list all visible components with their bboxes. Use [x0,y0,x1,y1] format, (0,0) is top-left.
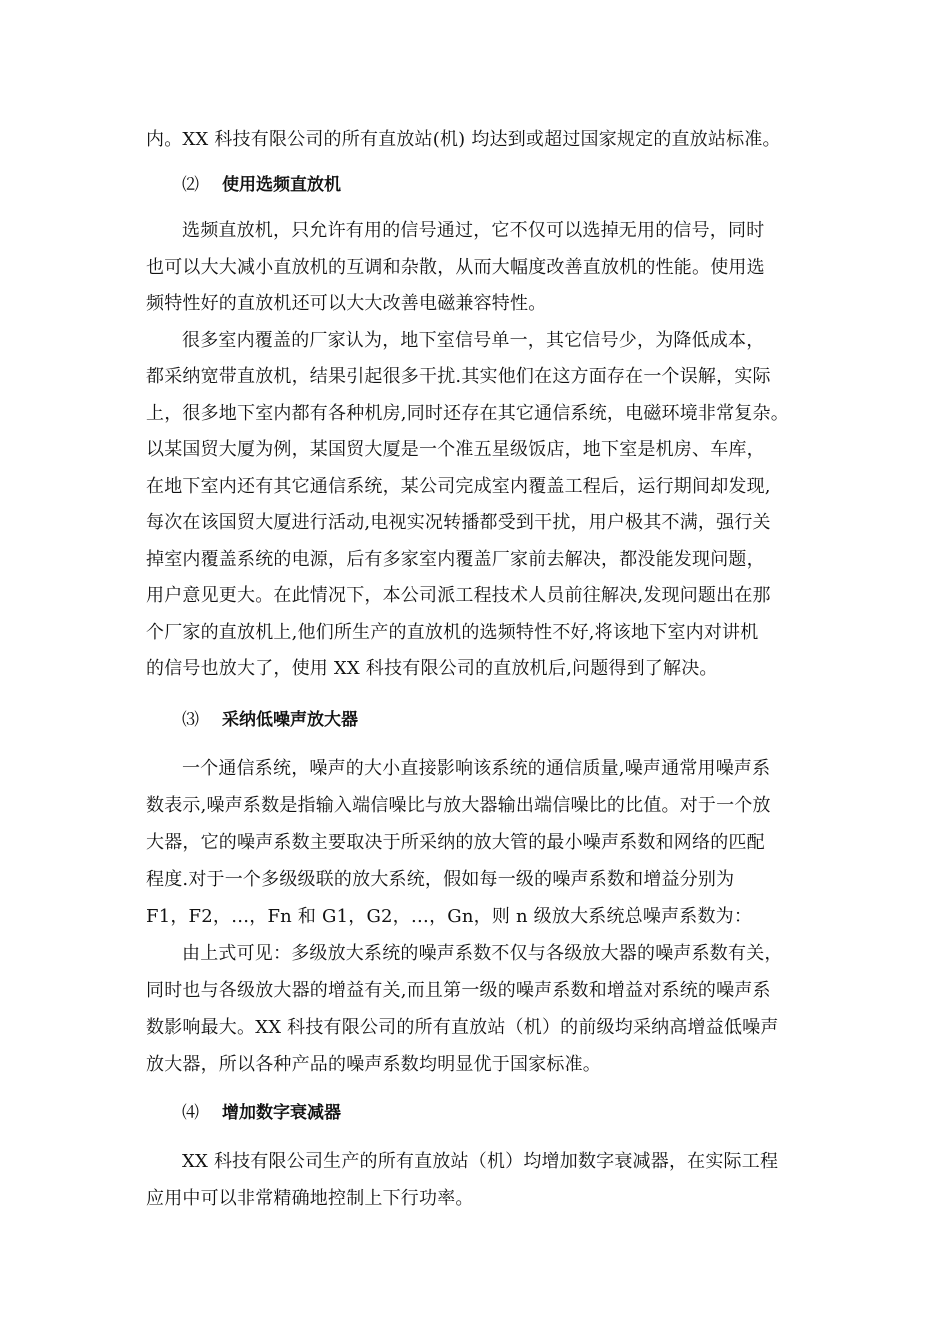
text-line: XX 科技有限公司生产的所有直放站（机）均增加数字衰减器，在实际工程 [182,1151,779,1172]
heading-number: ⑵ [182,175,199,195]
heading-title: 使用选频直放机 [222,175,341,195]
section-heading-4 [182,1101,341,1125]
heading-title: 采纳低噪声放大器 [222,710,358,730]
text-line: 同时也与各级放大器的增益有关,而且第一级的噪声系数和增益对系统的噪声系 [146,980,771,1001]
text-line: F1，F2，…，Fn 和 G1，G2，…，Gn，则 n 级放大系统总噪声系数为： [146,906,753,927]
heading-title: 增加数字衰减器 [222,1103,341,1123]
text-line: 个厂家的直放机上,他们所生产的直放机的选频特性不好,将该地下室内对讲机 [146,622,759,643]
text-line: 上，很多地下室内都有各种机房,同时还存在其它通信系统，电磁环境非常复杂。 [146,403,789,424]
text-line: 掉室内覆盖系统的电源，后有多家室内覆盖厂家前去解决，都没能发现问题， [146,549,765,570]
text-line: 大器，它的噪声系数主要取决于所采纳的放大管的最小噪声系数和网络的匹配 [146,832,765,853]
section-heading-3 [182,708,358,732]
text-line: 也可以大大减小直放机的互调和杂散，从而大幅度改善直放机的性能。使用选 [146,257,765,278]
text-line: 应用中可以非常精确地控制上下行功率。 [146,1188,474,1209]
text-line: 的信号也放大了，使用 XX 科技有限公司的直放机后,问题得到了解决。 [146,658,718,679]
text-line: 由上式可见：多级放大系统的噪声系数不仅与各级放大器的噪声系数有关， [182,943,783,964]
text-line: 用户意见更大。在此情况下，本公司派工程技术人员前往解决,发现问题出在那 [146,585,771,606]
text-line: 程度.对于一个多级级联的放大系统，假如每一级的噪声系数和增益分别为 [146,869,735,890]
text-line: 一个通信系统，噪声的大小直接影响该系统的通信质量,噪声通常用噪声系 [182,758,771,779]
text-line: 内。XX 科技有限公司的所有直放站(机) 均达到或超过国家规定的直放站标准。 [146,129,781,150]
text-line: 在地下室内还有其它通信系统，某公司完成室内覆盖工程后，运行期间却发现, [146,476,771,497]
heading-number: ⑷ [182,1103,199,1123]
text-line: 选频直放机，只允许有用的信号通过，它不仅可以选掉无用的信号，同时 [182,220,765,241]
section-heading-2 [182,173,341,197]
text-line: 每次在该国贸大厦进行活动,电视实况转播都受到干扰，用户极其不满，强行关 [146,512,771,533]
text-line: 数表示,噪声系数是指输入端信噪比与放大器输出端信噪比的比值。对于一个放 [146,795,771,816]
text-line: 频特性好的直放机还可以大大改善电磁兼容特性。 [146,293,547,314]
text-line: 以某国贸大厦为例，某国贸大厦是一个准五星级饭店，地下室是机房、车库， [146,439,765,460]
text-line: 很多室内覆盖的厂家认为，地下室信号单一，其它信号少，为降低成本， [182,330,765,351]
text-line: 数影响最大。XX 科技有限公司的所有直放站（机）的前级均采纳高增益低噪声 [146,1017,779,1038]
heading-number: ⑶ [182,710,199,730]
text-line: 放大器，所以各种产品的噪声系数均明显优于国家标准。 [146,1054,601,1075]
text-line: 都采纳宽带直放机，结果引起很多干扰.其实他们在这方面存在一个误解，实际 [146,366,771,387]
